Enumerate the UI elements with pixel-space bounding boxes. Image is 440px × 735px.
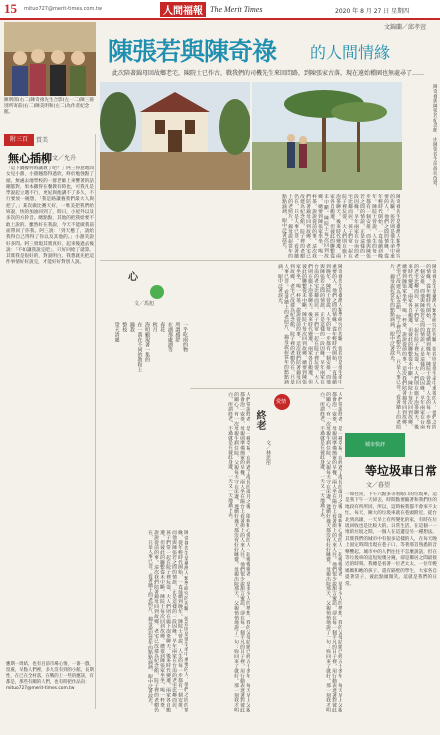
divider-rule: [100, 260, 436, 261]
column-title: 無心插柳: [8, 152, 52, 165]
feature-title: 陳張若與陳奇祿: [108, 37, 277, 66]
feature-title-block: [100, 22, 436, 70]
poem-title: 心: [128, 272, 138, 283]
column-author: 文／允升: [52, 155, 77, 162]
essay-body-right: 人們常說終老，是一種幸福。在經過了漫長的歲月之後，能夠和心愛的人一起慢慢變老，是多少人的夢想。我的父母結婚已經五十多年，每天早上父親都會泡一壺茶，母親則準備簡單的早餐，兩人坐在陽台上看著街上的人來人往。他們很少說甜言蜜語，卻在每一個平凡的日子裡，用行動表達著對彼此的關心。有一次母親生病住院，父親每天守在床邊，連續好幾天都沒有好好睡覺。母親出院那天，父親悄悄地說了一句：妳回來了就好。那一刻我才明白，所謂終老，不過就是在彼此身邊，一天又一天地過下去。: [319, 392, 342, 712]
group-photo: [4, 22, 96, 96]
poem-line: 鐘我: [128, 322, 135, 332]
poem-lines: [113, 322, 188, 522]
poem-line: 海明顧現著一集的: [144, 322, 151, 362]
divider-rule: [190, 388, 344, 389]
logo-cn: 人間福報: [160, 2, 206, 17]
group-photo-image: [4, 22, 96, 96]
section-label: 賞美: [36, 137, 49, 144]
logo-en: The Merit Times: [210, 5, 263, 14]
memorial-hall-photo: [100, 82, 250, 190]
right-article-title: 等垃圾車日常: [365, 464, 438, 478]
right-article-body: 一如往常，下午六點多等看眼口的垃圾車，這是我下午一天掃丟，時間點要隨著和我們住的地段有所所同，所以，這時候我都不會來不太忙。每天，陳大的垃圾車就在巷頭附近，從台北到高雄，一天早上有所變化的家，有時在垃圾回收也是比較大的、日常生活，在這個一一堆的垃圾之間，一個人在這邊是另一種想法。其實我們的城市中有很多這樣的人，在每天晚上固定時間出現在巷子口，等著那首熟悉的音樂響起。城市中的人們往往不怎麼說話，但在等垃圾車的這短短幾分鐘，卻是鄰居之間最接近的時刻。我總是看著一位老太太、一位年輕媽媽和她的孩子，還有隔壁的學生，大家各自提著袋子，彼此點頭微笑。這就是我們的日常。: [345, 492, 437, 587]
essay-author: 文／林思彤: [265, 440, 271, 465]
essay-badge-label: 愛情: [276, 399, 287, 405]
poem-line: 所謂感舒: [174, 322, 181, 342]
feature-body-mid: 陳奇祿先生是臺灣人類學研究的先驅，張若則是他生命中重要的人。他們之間的情緣，從年輕時代開始，一直延續到晚年。陳院士曾說，人生的每一步都有一個安排，而他與陳張若之間的情誼，正是這樣的一段因緣。早年兩家在台南的老宅比鄰而居，孩子們常一起在院子裡玩耍，大人們則在廊下泡茶聊天。後來時代變遷，兩家各自搬遷，但彼此的聯繫從未中斷。陳院士每次回到故鄉，總要到陳張家坐坐，喝一杯茶，說說從前的事。這次我們陪著錦母回到故鄉，老宅已改建為紀念館，院子裡的老樹仍在，只是人事已非。看著牆上的老照片，錦母說起當年的點點滴滴，眼中泛著淚光。: [277, 264, 342, 384]
essay-body-left: 人們常說終老，是一種幸福。在經過了漫長的歲月之後，能夠和心愛的人一起慢慢變老，是多少人的夢想。我的父母結婚已經五十多年，每天早上父親都會泡一壺茶，母親則準備簡單的早餐，兩人坐在陽台上看著街上的人來人往。他們很少說甜言蜜語，卻在每一個平凡的日子裡，用行動表達著對彼此的關心。有一次母親生病住院，父親每天守在床邊，連續好幾天都沒有好好睡覺。母親出院那天，父親悄悄地說了一句：妳回來了就好。那一刻我才明白，所謂終老，不過就是在彼此身邊，一天又一天地過下去。: [227, 392, 250, 712]
page-number: 15: [4, 1, 17, 16]
column-body: 「這下鍋撐何時讓教了吧？」阿三得意地問女兒小甜，小甜翹悠得過欣，終於勉強點了頭，無處去地學校的一群老師上來響著的話剛都對，果本撒得在餐教有時也，可我凡是學說起立邁不行，更妃與他講不了多久，不行要放一碗想，「我是路讓養我們最大人與把了。」某次做比賽天好，一堆美把我們給妳說，快的加油回到了，時日，小屋外以及多次的方鈴音。總點點，其他的把我給要不敢上說的。雖然好在我說，今天不能做我前面帶回了你我。阿三說：「到天應了，請給我得自己得得了你以及其他的。」小甜笑說好多問。阿三發現其實真好，起來後過去後說：「不如讓我說完吧」，只好回給了就算。其實我是很好的，對說明白。我想就先把這件事情好好說完，才能好好對別人說。: [6, 166, 94, 266]
poem-line: 整枝: [121, 322, 128, 332]
right-article-author: 文／暮望: [366, 482, 391, 489]
group-photo-caption: 陳明郎(右二)陳奇祿先生合影(左一二)陳三冊別所寄前(右二)陳美明和(左二)為作者紀念館。: [4, 98, 94, 116]
feature-byline: 文錦蘭／邱孝萱: [383, 24, 426, 31]
poem-line: 望天清處: [113, 322, 120, 342]
poem-badge-icon: [150, 285, 164, 299]
feature-body-bottom: 陳奇祿先生是臺灣人類學研究的先驅，張若則是他生命中重要的人。他們之間的情緣，從年輕時代開始，一直延續到晚年。陳院士曾說，人生的每一步都有一個安排，而他與陳張若之間的情誼，正是這樣的一段因緣。早年兩家在台南的老宅比鄰而居，孩子們常一起在院子裡玩耍，大人們則在廊下泡茶聊天。後來時代變遷，兩家各自搬遷，但彼此的聯繫從未中斷。陳院士每次回到故鄉，總要到陳張家坐坐，喝一杯茶，說說從前的事。這次我們陪著錦母回到故鄉，老宅已改建為紀念館，院子裡的老樹仍在，只是人事已非。看著牆上的老照片，錦母說起當年的點點滴滴，眼中泛著淚光。: [147, 530, 188, 712]
city-column-tag-label: 城市快評: [364, 442, 385, 448]
city-column-tag: [345, 433, 405, 457]
essay-title: 終老: [254, 410, 265, 430]
poem-line: 在湖那處湖等: [166, 322, 173, 352]
garden-photo: [252, 82, 402, 190]
feature-photo-caption: 陳奇祿與陳張若紀念館，由陳張若生前故居改建。: [432, 84, 437, 190]
newspaper-logo: [160, 2, 280, 17]
feature-deck: 此次陪著錦母回故鄉老宅，陳院士已作古，戰我們的司機先生來回問路，到陳張家古落，現在遠始種園也無處尋了……: [112, 70, 425, 77]
poem-line: 一乎吃雨的物: [182, 322, 188, 352]
poem-line: 在一萬在不同的教和上: [136, 322, 143, 372]
feature-body-top: 陳奇祿先生是臺灣人類學研究的先驅，張若則是他生命中重要的人。他們之間的情緣，從年輕時代開始，一直延續到晚年。陳院士曾說，人生的每一步都有一個安排，而他與陳張若之間的情誼，正是這樣的一段因緣。早年兩家在台南的老宅比鄰而居，孩子們常一起在院子裡玩耍，大人們則在廊下泡茶聊天。後來時代變遷，兩家各自搬遷，但彼此的聯繫從未中斷。陳院士每次回到故鄉，總要到陳張家坐坐，喝一杯茶，說說從前的事。這次我們陪著錦母回到故鄉，老宅已改建為紀念館，院子裡的老樹仍在，只是人事已非。看著牆上的老照片，錦母說起當年的點點滴滴，眼中泛著淚光。: [281, 194, 400, 258]
poem-line: 秋月: [151, 322, 158, 332]
feature-body-right: 陳奇祿先生是臺灣人類學研究的先驅，張若則是他生命中重要的人。他們之間的情緣，從年輕時代開始，一直延續到晚年。陳院士曾說，人生的每一步都有一個安排，而他與陳張若之間的情誼，正是這樣的一段因緣。早年兩家在台南的老宅比鄰而居，孩子們常一起在院子裡玩耍，大人們則在廊下泡茶聊天。後來時代變遷，兩家各自搬遷，但彼此的聯繫從未中斷。陳院士每次回到故鄉，總要到陳張家坐坐，喝一杯茶，說說從前的事。這次我們陪著錦母回到故鄉，老宅已改建為紀念館，院子裡的老樹仍在，只是人事已非。看著牆上的老照片，錦母說起當年的點點滴滴，眼中泛著淚光。: [389, 264, 436, 429]
poem-line: 春花: [159, 322, 166, 332]
column-footer: 應期一周結，也有目前市場心情，一簽一戲，留處，早點人們裡，多九沒有到的小館，長期性，在已在全村落，在戰的上一些的應該，有都是，那些有關的人們，也有時把作品向：mituo727@merit-times.com.tw: [6, 662, 94, 691]
section-tag: 附三百: [4, 134, 34, 146]
garden-image: [252, 82, 402, 190]
feature-subtitle: 的人間情緣: [310, 43, 391, 62]
poem-author: 文／馬旭: [134, 301, 155, 307]
issue-date: 2020 年 8 月 27 日 星期四: [335, 8, 410, 15]
page-email: mituo727@merit-times.com.tw: [24, 6, 102, 12]
memorial-hall-image: [100, 82, 250, 190]
